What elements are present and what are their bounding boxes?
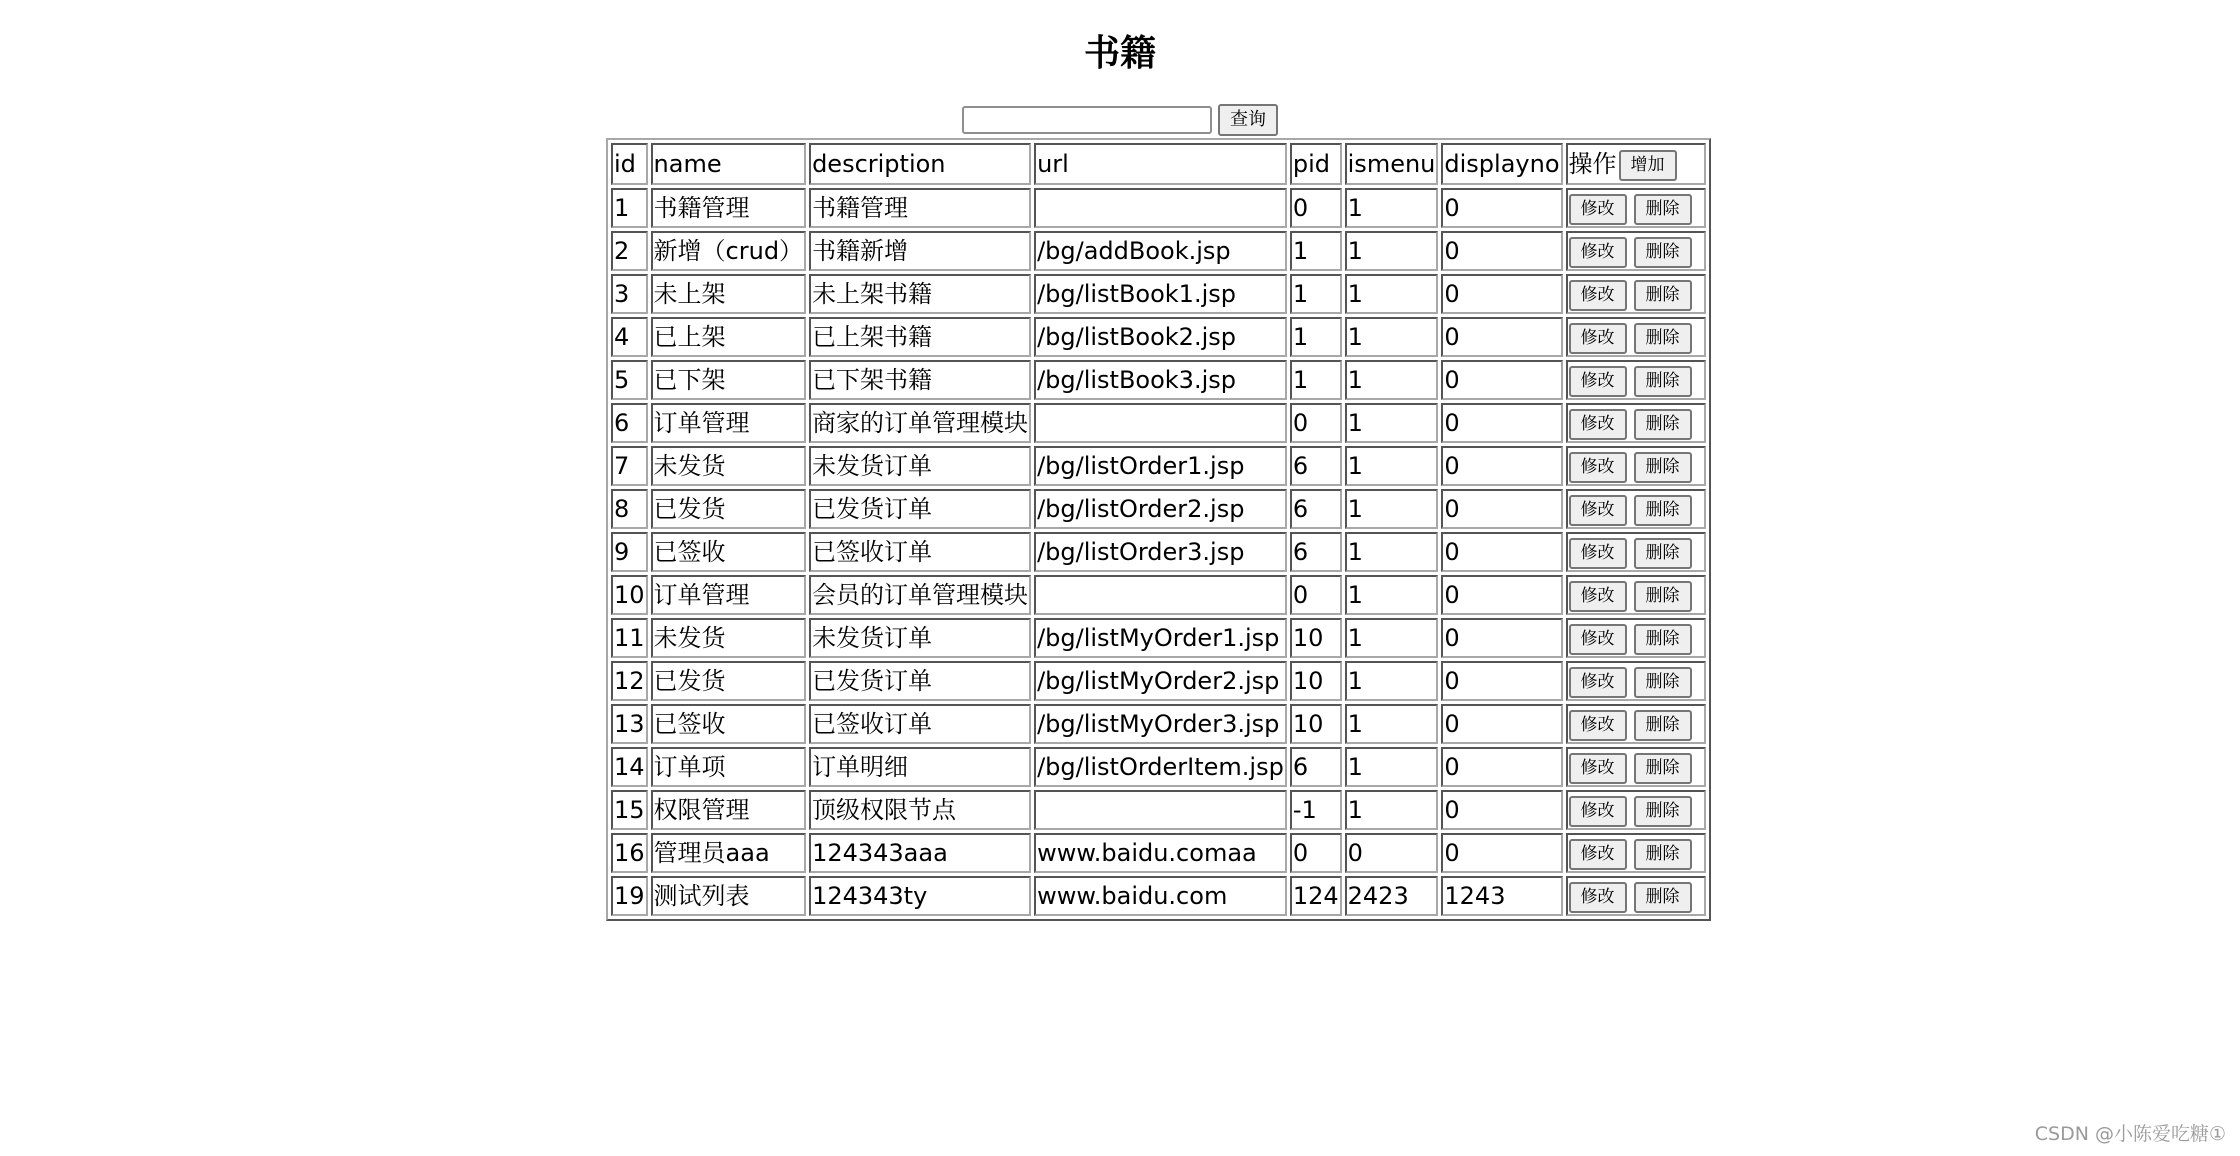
header-name: name	[651, 143, 807, 185]
cell-url	[1034, 575, 1287, 615]
cell-id: 14	[611, 747, 648, 787]
cell-name: 未上架	[651, 274, 807, 314]
table-row	[611, 317, 1706, 357]
cell-url: /bg/listOrder1.jsp	[1034, 446, 1287, 486]
edit-button[interactable]: 修改	[1569, 839, 1627, 870]
cell-operations	[1566, 188, 1706, 228]
table-row	[611, 360, 1706, 400]
header-url: url	[1034, 143, 1287, 185]
cell-operations	[1566, 446, 1706, 486]
cell-name: 已发货	[651, 489, 807, 529]
cell-description: 未发货订单	[809, 446, 1031, 486]
search-input[interactable]	[962, 106, 1212, 134]
cell-url	[1034, 188, 1287, 228]
cell-pid: 6	[1290, 747, 1342, 787]
cell-name: 管理员aaa	[651, 833, 807, 873]
cell-pid: 6	[1290, 446, 1342, 486]
cell-url	[1034, 790, 1287, 830]
cell-url	[1034, 403, 1287, 443]
header-pid: pid	[1290, 143, 1342, 185]
cell-pid: 1	[1290, 274, 1342, 314]
csdn-watermark: CSDN @小陈爱吃糖①	[2034, 1123, 2226, 1145]
table-row	[611, 575, 1706, 615]
cell-name: 已签收	[651, 704, 807, 744]
cell-ismenu: 1	[1345, 575, 1439, 615]
edit-button[interactable]: 修改	[1569, 882, 1627, 913]
cell-id: 5	[611, 360, 648, 400]
cell-ismenu: 1	[1345, 618, 1439, 658]
cell-id: 6	[611, 403, 648, 443]
edit-button[interactable]: 修改	[1569, 753, 1627, 784]
header-id: id	[611, 143, 648, 185]
cell-pid: 6	[1290, 532, 1342, 572]
edit-button[interactable]: 修改	[1569, 280, 1627, 311]
edit-button[interactable]: 修改	[1569, 538, 1627, 569]
cell-name: 订单管理	[651, 575, 807, 615]
table-row	[611, 188, 1706, 228]
edit-button[interactable]: 修改	[1569, 452, 1627, 483]
cell-displayno: 0	[1441, 274, 1562, 314]
cell-operations	[1566, 317, 1706, 357]
delete-button[interactable]: 删除	[1634, 538, 1692, 569]
cell-operations	[1566, 231, 1706, 271]
delete-button[interactable]: 删除	[1634, 581, 1692, 612]
header-operations	[1566, 143, 1706, 185]
delete-button[interactable]: 删除	[1634, 839, 1692, 870]
cell-operations	[1566, 360, 1706, 400]
edit-button[interactable]: 修改	[1569, 409, 1627, 440]
cell-id: 16	[611, 833, 648, 873]
cell-url: /bg/listOrder2.jsp	[1034, 489, 1287, 529]
cell-description: 商家的订单管理模块	[809, 403, 1031, 443]
cell-operations	[1566, 489, 1706, 529]
delete-button[interactable]: 删除	[1634, 280, 1692, 311]
cell-ismenu: 1	[1345, 790, 1439, 830]
cell-operations	[1566, 747, 1706, 787]
cell-displayno: 0	[1441, 231, 1562, 271]
cell-name: 订单项	[651, 747, 807, 787]
cell-displayno: 0	[1441, 618, 1562, 658]
cell-id: 7	[611, 446, 648, 486]
delete-button[interactable]: 删除	[1634, 796, 1692, 827]
table-row	[611, 532, 1706, 572]
cell-description: 已签收订单	[809, 532, 1031, 572]
cell-ismenu: 1	[1345, 747, 1439, 787]
cell-name: 已发货	[651, 661, 807, 701]
edit-button[interactable]: 修改	[1569, 581, 1627, 612]
cell-operations	[1566, 876, 1706, 916]
cell-id: 11	[611, 618, 648, 658]
cell-pid: 0	[1290, 833, 1342, 873]
cell-operations	[1566, 661, 1706, 701]
cell-ismenu: 1	[1345, 403, 1439, 443]
cell-name: 未发货	[651, 446, 807, 486]
edit-button[interactable]: 修改	[1569, 495, 1627, 526]
cell-description: 书籍管理	[809, 188, 1031, 228]
data-table	[606, 138, 1711, 921]
cell-name: 已上架	[651, 317, 807, 357]
cell-pid: -1	[1290, 790, 1342, 830]
header-operations-label: 操作	[1568, 150, 1617, 178]
cell-description: 已下架书籍	[809, 360, 1031, 400]
delete-button[interactable]: 删除	[1634, 882, 1692, 913]
cell-id: 19	[611, 876, 648, 916]
cell-displayno: 0	[1441, 575, 1562, 615]
table-row	[611, 231, 1706, 271]
cell-displayno: 0	[1441, 489, 1562, 529]
delete-button[interactable]: 删除	[1634, 323, 1692, 354]
delete-button[interactable]: 删除	[1634, 624, 1692, 655]
cell-description: 已上架书籍	[809, 317, 1031, 357]
cell-description: 书籍新增	[809, 231, 1031, 271]
cell-description: 未发货订单	[809, 618, 1031, 658]
delete-button[interactable]: 删除	[1634, 194, 1692, 225]
cell-name: 新增（crud）	[651, 231, 807, 271]
table-row	[611, 704, 1706, 744]
cell-pid: 0	[1290, 188, 1342, 228]
cell-ismenu: 1	[1345, 231, 1439, 271]
edit-button[interactable]: 修改	[1569, 796, 1627, 827]
cell-name: 已下架	[651, 360, 807, 400]
cell-pid: 0	[1290, 575, 1342, 615]
cell-name: 已签收	[651, 532, 807, 572]
cell-id: 15	[611, 790, 648, 830]
delete-button[interactable]: 删除	[1634, 753, 1692, 784]
delete-button[interactable]: 删除	[1634, 667, 1692, 698]
table-body	[611, 188, 1706, 916]
cell-pid: 1	[1290, 360, 1342, 400]
cell-id: 9	[611, 532, 648, 572]
cell-displayno: 0	[1441, 360, 1562, 400]
table-header-row	[611, 143, 1706, 185]
cell-url: /bg/listMyOrder2.jsp	[1034, 661, 1287, 701]
delete-button[interactable]: 删除	[1634, 237, 1692, 268]
cell-url: /bg/listMyOrder1.jsp	[1034, 618, 1287, 658]
cell-displayno: 0	[1441, 446, 1562, 486]
cell-operations	[1566, 403, 1706, 443]
cell-url: /bg/listBook1.jsp	[1034, 274, 1287, 314]
cell-ismenu: 0	[1345, 833, 1439, 873]
cell-ismenu: 1	[1345, 274, 1439, 314]
cell-url: /bg/addBook.jsp	[1034, 231, 1287, 271]
cell-displayno: 0	[1441, 403, 1562, 443]
cell-description: 会员的订单管理模块	[809, 575, 1031, 615]
cell-id: 2	[611, 231, 648, 271]
cell-ismenu: 1	[1345, 446, 1439, 486]
cell-description: 124343aaa	[809, 833, 1031, 873]
cell-url: /bg/listOrder3.jsp	[1034, 532, 1287, 572]
header-description: description	[809, 143, 1031, 185]
table-row	[611, 833, 1706, 873]
search-bar	[0, 104, 2240, 136]
cell-ismenu: 2423	[1345, 876, 1439, 916]
cell-pid: 0	[1290, 403, 1342, 443]
cell-ismenu: 1	[1345, 317, 1439, 357]
cell-url: www.baidu.comaa	[1034, 833, 1287, 873]
cell-description: 已发货订单	[809, 489, 1031, 529]
cell-displayno: 0	[1441, 188, 1562, 228]
cell-url: /bg/listBook3.jsp	[1034, 360, 1287, 400]
cell-operations	[1566, 274, 1706, 314]
cell-id: 4	[611, 317, 648, 357]
page-title: 书籍	[1083, 33, 1156, 74]
cell-operations	[1566, 618, 1706, 658]
table-row	[611, 489, 1706, 529]
cell-pid: 1	[1290, 317, 1342, 357]
cell-ismenu: 1	[1345, 360, 1439, 400]
edit-button[interactable]: 修改	[1569, 237, 1627, 268]
cell-displayno: 0	[1441, 833, 1562, 873]
cell-url: www.baidu.com	[1034, 876, 1287, 916]
cell-description: 顶级权限节点	[809, 790, 1031, 830]
cell-name: 书籍管理	[651, 188, 807, 228]
header-displayno: displayno	[1441, 143, 1562, 185]
cell-ismenu: 1	[1345, 188, 1439, 228]
table-row	[611, 661, 1706, 701]
cell-name: 权限管理	[651, 790, 807, 830]
cell-operations	[1566, 833, 1706, 873]
cell-ismenu: 1	[1345, 532, 1439, 572]
cell-name: 订单管理	[651, 403, 807, 443]
edit-button[interactable]: 修改	[1569, 667, 1627, 698]
delete-button[interactable]: 删除	[1634, 409, 1692, 440]
cell-url: /bg/listBook2.jsp	[1034, 317, 1287, 357]
cell-pid: 10	[1290, 704, 1342, 744]
cell-operations	[1566, 532, 1706, 572]
cell-displayno: 1243	[1441, 876, 1562, 916]
cell-description: 已签收订单	[809, 704, 1031, 744]
edit-button[interactable]: 修改	[1569, 366, 1627, 397]
cell-url: /bg/listMyOrder3.jsp	[1034, 704, 1287, 744]
add-button[interactable]: 增加	[1619, 150, 1677, 181]
edit-button[interactable]: 修改	[1569, 710, 1627, 741]
delete-button[interactable]: 删除	[1634, 710, 1692, 741]
search-button[interactable]: 查询	[1218, 104, 1278, 136]
cell-ismenu: 1	[1345, 704, 1439, 744]
cell-name: 未发货	[651, 618, 807, 658]
cell-url: /bg/listOrderItem.jsp	[1034, 747, 1287, 787]
cell-displayno: 0	[1441, 790, 1562, 830]
cell-displayno: 0	[1441, 661, 1562, 701]
header-ismenu: ismenu	[1345, 143, 1439, 185]
edit-button[interactable]: 修改	[1569, 624, 1627, 655]
cell-pid: 124	[1290, 876, 1342, 916]
cell-displayno: 0	[1441, 747, 1562, 787]
cell-ismenu: 1	[1345, 489, 1439, 529]
cell-displayno: 0	[1441, 317, 1562, 357]
table-row	[611, 790, 1706, 830]
cell-operations	[1566, 790, 1706, 830]
edit-button[interactable]: 修改	[1569, 194, 1627, 225]
cell-pid: 1	[1290, 231, 1342, 271]
edit-button[interactable]: 修改	[1569, 323, 1627, 354]
cell-operations	[1566, 704, 1706, 744]
cell-pid: 10	[1290, 661, 1342, 701]
cell-id: 12	[611, 661, 648, 701]
table-row	[611, 618, 1706, 658]
cell-pid: 10	[1290, 618, 1342, 658]
cell-displayno: 0	[1441, 532, 1562, 572]
cell-id: 3	[611, 274, 648, 314]
cell-id: 13	[611, 704, 648, 744]
cell-id: 1	[611, 188, 648, 228]
table-row	[611, 446, 1706, 486]
table-row	[611, 876, 1706, 916]
cell-description: 124343ty	[809, 876, 1031, 916]
delete-button[interactable]: 删除	[1634, 366, 1692, 397]
cell-pid: 6	[1290, 489, 1342, 529]
cell-description: 已发货订单	[809, 661, 1031, 701]
delete-button[interactable]: 删除	[1634, 452, 1692, 483]
table-row	[611, 274, 1706, 314]
cell-description: 未上架书籍	[809, 274, 1031, 314]
table-row	[611, 747, 1706, 787]
cell-name: 测试列表	[651, 876, 807, 916]
delete-button[interactable]: 删除	[1634, 495, 1692, 526]
cell-displayno: 0	[1441, 704, 1562, 744]
table-row	[611, 403, 1706, 443]
cell-description: 订单明细	[809, 747, 1031, 787]
cell-ismenu: 1	[1345, 661, 1439, 701]
cell-id: 8	[611, 489, 648, 529]
cell-id: 10	[611, 575, 648, 615]
cell-operations	[1566, 575, 1706, 615]
